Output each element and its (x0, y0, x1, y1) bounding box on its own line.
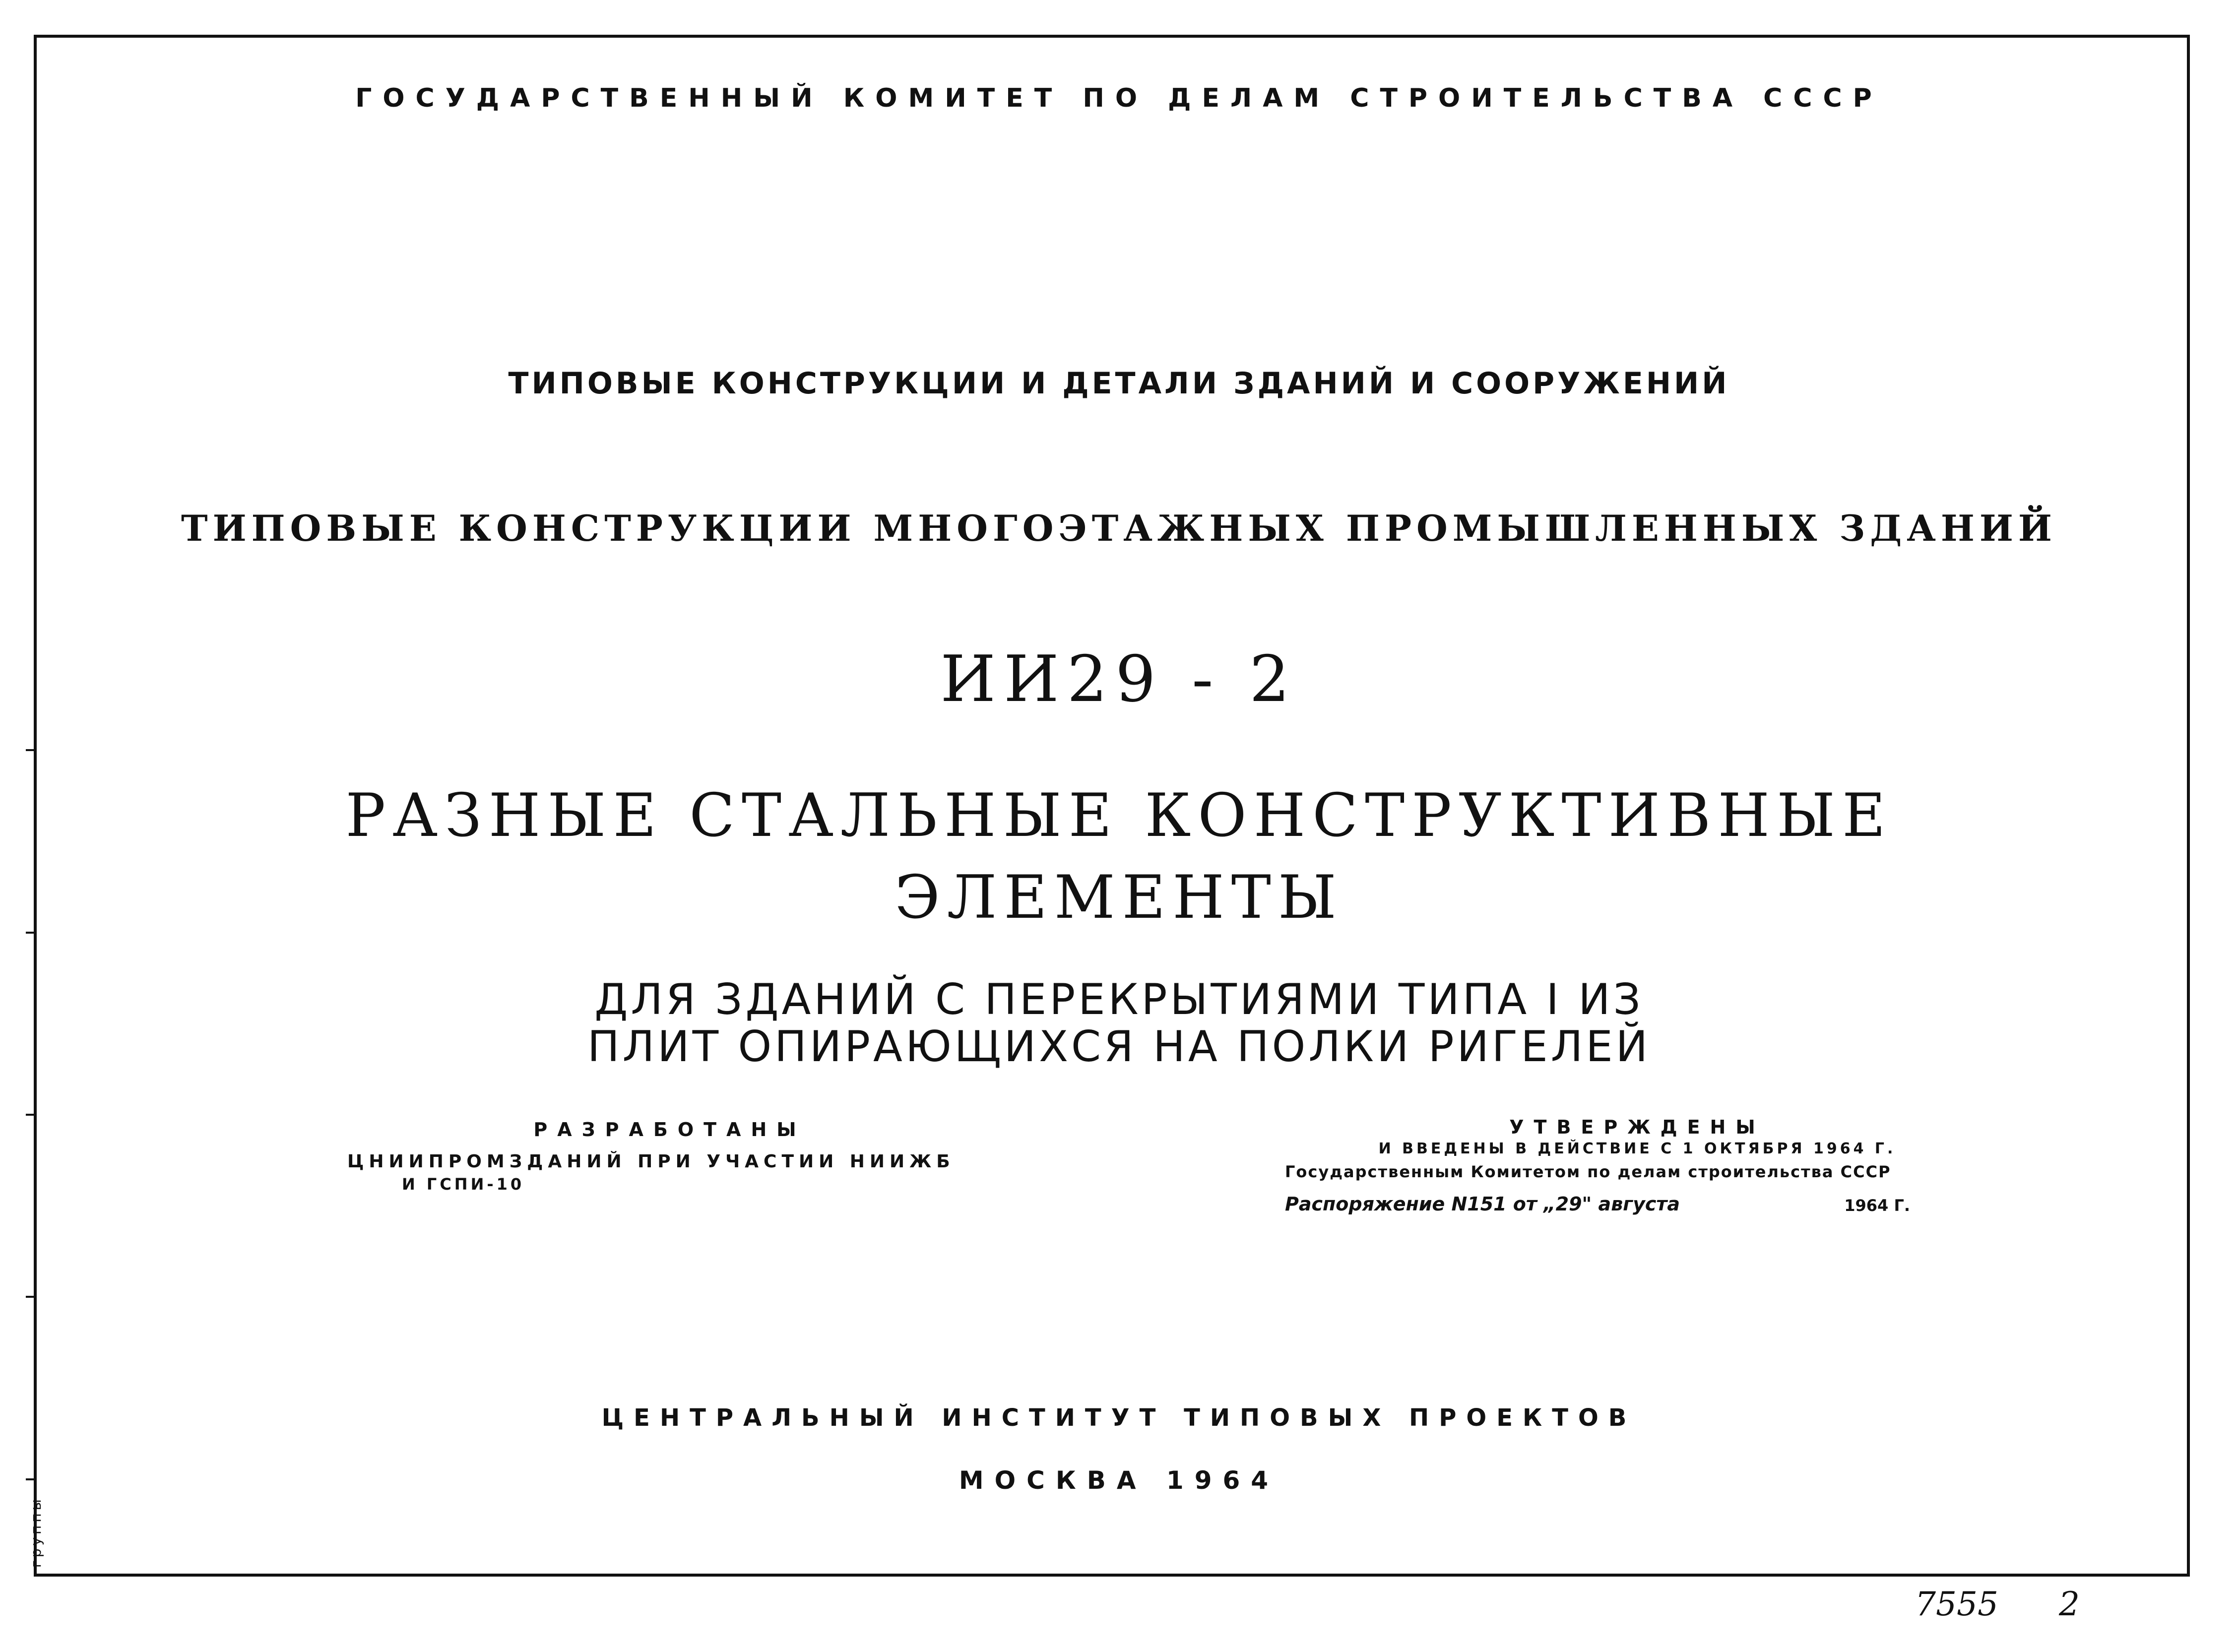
developer-organization: ЦНИИПРОМЗДАНИЙ ПРИ УЧАСТИИ НИИЖБ (347, 1151, 955, 1172)
approved-heading: УТВЕРЖДЕНЫ (1509, 1116, 1765, 1138)
document-number: 7555 (1915, 1585, 1998, 1623)
developed-by-block (347, 1119, 992, 1194)
approved-block (1285, 1116, 1989, 1215)
margin-side-label: группы (28, 1496, 44, 1568)
description-line-1: ДЛЯ ЗДАНИЙ С ПЕРЕКРЫТИЯМИ ТИПА I ИЗ (594, 975, 1644, 1024)
margin-tick (26, 1296, 35, 1298)
margin-tick (26, 749, 35, 751)
series-code: ИИ29 - 2 (940, 642, 1298, 716)
approved-order: Распоряжение N151 от „29" августа (1285, 1193, 1680, 1215)
description-line-2: ПЛИТ ОПИРАЮЩИХСЯ НА ПОЛКИ РИГЕЛЕЙ (587, 1022, 1651, 1072)
approved-effective-date: И ВВЕДЕНЫ В ДЕЙСТВИЕ С 1 ОКТЯБРЯ 1964 Г. (1378, 1140, 1896, 1157)
series-title: ТИПОВЫЕ КОНСТРУКЦИИ И ДЕТАЛИ ЗДАНИЙ И СООРУЖЕНИЙ (508, 366, 1730, 401)
sheet-number: 2 (2059, 1585, 2080, 1623)
main-title-line-2: ЭЛЕМЕНТЫ (895, 863, 1343, 932)
developed-heading: РАЗРАБОТАНЫ (533, 1119, 806, 1141)
main-title-line-1: РАЗНЫЕ СТАЛЬНЫЕ КОНСТРУКТИВНЫЕ (345, 781, 1893, 850)
margin-tick (26, 1114, 35, 1116)
city-year: МОСКВА 1964 (959, 1466, 1279, 1495)
ministry-header: ГОСУДАРСТВЕННЫЙ КОМИТЕТ ПО ДЕЛАМ СТРОИТЕЛЬСТВА СССР (355, 83, 1883, 113)
approved-order-year: 1964 Г. (1844, 1196, 1910, 1215)
publisher: ЦЕНТРАЛЬНЫЙ ИНСТИТУТ ТИПОВЫХ ПРОЕКТОВ (601, 1404, 1637, 1432)
developer-organization-2: И ГСПИ-10 (402, 1175, 525, 1194)
subseries-title: ТИПОВЫЕ КОНСТРУКЦИИ МНОГОЭТАЖНЫХ ПРОМЫШЛЕННЫХ ЗДАНИЙ (181, 507, 2057, 549)
approved-authority: Государственным Комитетом по делам строительства СССР (1285, 1162, 1891, 1181)
